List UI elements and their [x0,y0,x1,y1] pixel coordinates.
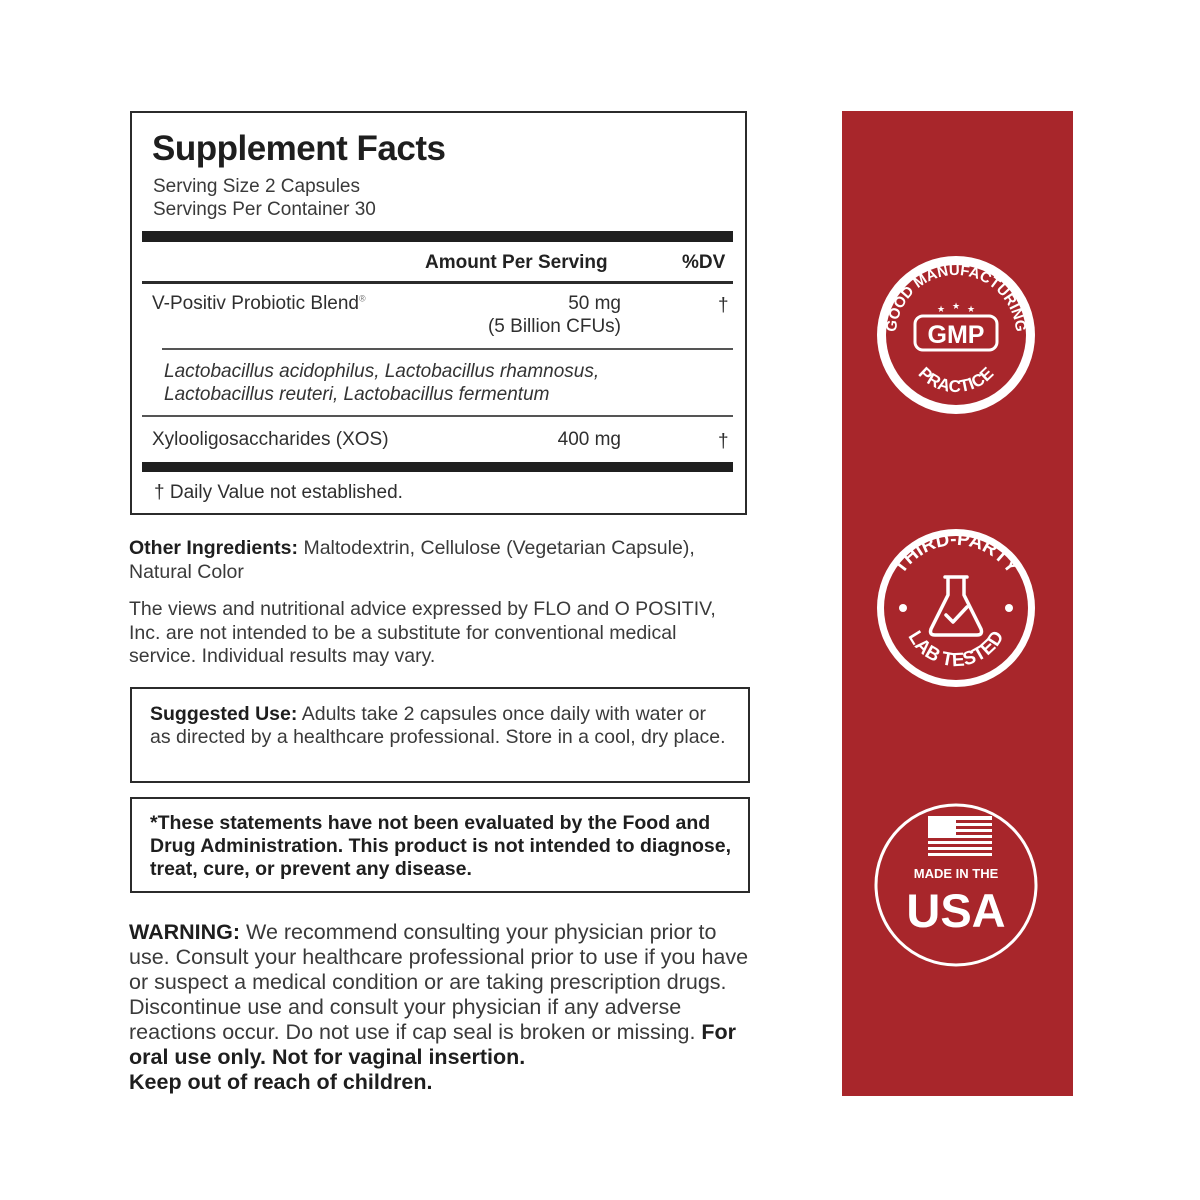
strains-line: Lactobacillus reuteri, Lactobacillus fermentum [164,384,550,405]
row-divider [162,348,733,350]
ingredient-name: V-Positiv Probiotic Blend® [152,293,366,314]
thick-divider-bottom [142,462,733,472]
ingredient-amount: 50 mg [568,293,621,314]
supplement-facts-panel [130,111,747,515]
warning-text: WARNING: We recommend consulting your physician prior to use. Consult your healthcare professional prior to use if you have or suspect a medical condition or are taking prescription drugs. Discontinue use and consult your physician if any adverse reactions occur. Do not use if cap seal is broken or missing. For oral use only. Not for vaginal insertion. Keep out of reach of children. [129,920,749,1094]
disclaimer-text: The views and nutritional advice expressed by FLO and O POSITIV, Inc. are not intended to be a substitute for conventional medical service. Individual results may vary. [129,598,716,667]
servings-per-container: Servings Per Container 30 [153,199,376,220]
row-divider [142,415,733,417]
us-flag-icon [928,816,992,856]
dv-footnote: † Daily Value not established. [154,482,403,503]
usa-label: USA [906,884,1006,937]
supplement-facts-title: Supplement Facts [152,129,446,168]
svg-text:★: ★ [951,301,961,311]
amount-per-serving-header: Amount Per Serving [425,252,608,273]
dot-icon [1005,604,1013,612]
suggested-use-text: Suggested Use: Adults take 2 capsules once daily with water or as directed by a healthcare professional. Store in a cool, dry place. [150,703,726,748]
dv-header: %DV [682,252,726,273]
ingredient-amount: 400 mg [557,429,621,450]
gmp-badge [871,250,1041,420]
ingredient-name: Xylooligosaccharides (XOS) [152,429,389,450]
ingredient-cfu: (5 Billion CFUs) [487,316,621,337]
made-in-the-label: MADE IN THE [913,866,999,881]
made-in-usa-badge [871,800,1041,970]
gmp-center: GMP [927,321,985,349]
gmp-top-arc: GOOD MANUFACTURING [882,261,1030,333]
certification-panel [842,111,1073,1096]
fda-statement-box [130,797,750,893]
dv-dagger: † [718,431,729,452]
lab-tested-badge [871,523,1041,693]
gmp-bottom-arc: PRACTICE [914,363,998,397]
lab-bottom-arc: LAB TESTED [903,627,1009,672]
lab-top-arc: THIRD-PARTY [889,528,1023,578]
fda-statement-text: *These statements have not been evaluated by the Food and Drug Administration. This product is not intended to diagnose, treat, cure, or prevent any disease. [150,812,732,880]
suggested-use-box [130,687,750,783]
header-divider [142,281,733,284]
serving-size: Serving Size 2 Capsules [153,176,360,197]
svg-text:★: ★ [966,304,976,314]
dv-dagger: † [718,295,729,316]
strains-line: Lactobacillus acidophilus, Lactobacillus rhamnosus, [164,361,600,382]
other-ingredients: Other Ingredients: Maltodextrin, Cellulose (Vegetarian Capsule), Natural Color [129,537,695,583]
dot-icon [899,604,907,612]
thick-divider-top [142,231,733,242]
svg-text:★: ★ [936,304,946,314]
